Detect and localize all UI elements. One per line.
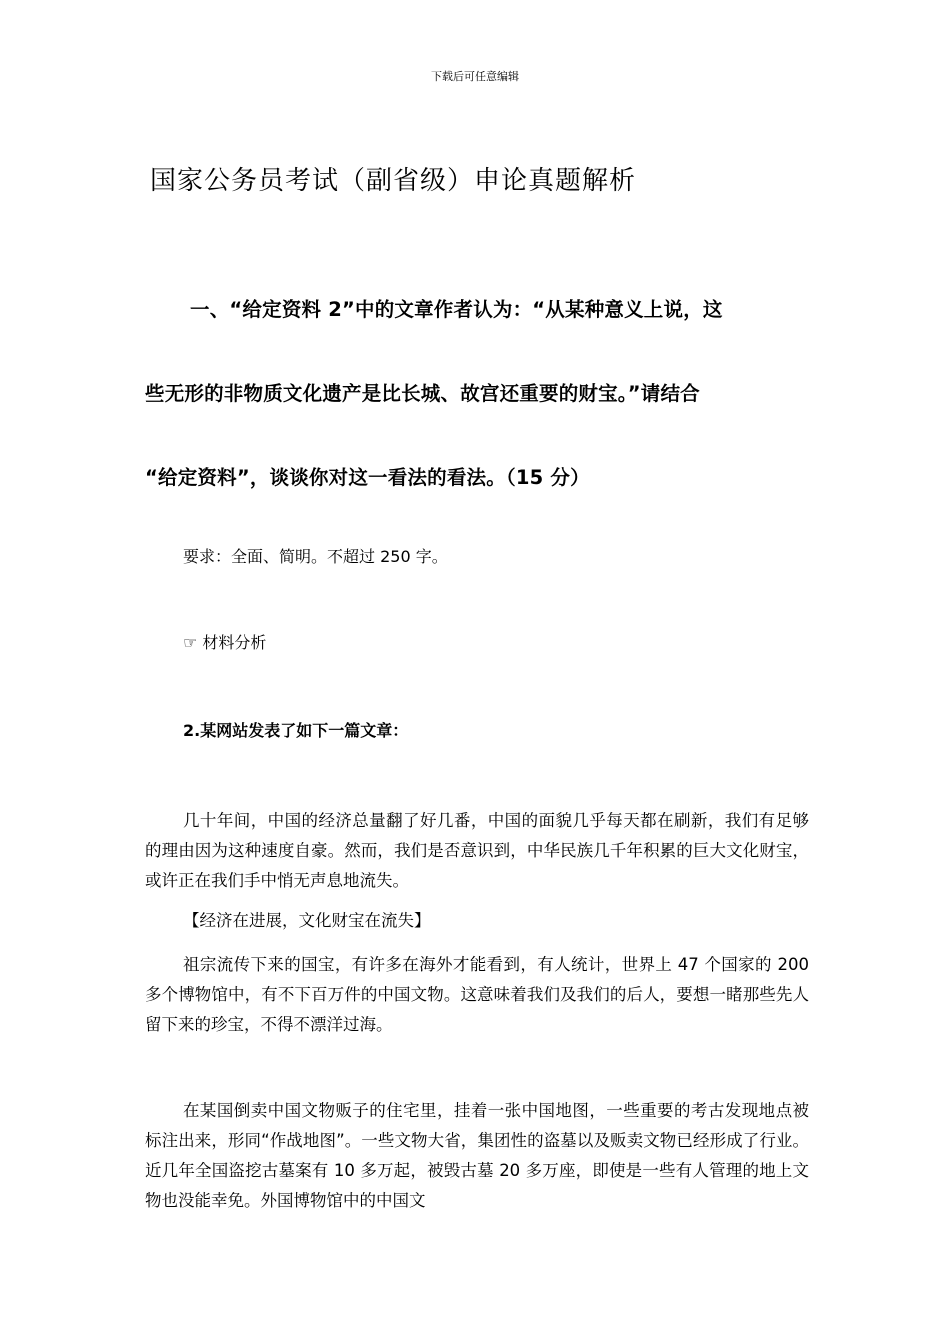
material-analysis-label: ☞ 材料分析 <box>183 633 267 652</box>
paragraph: 祖宗流传下来的国宝，有许多在海外才能看到，有人统计，世界上 47 个国家的 200 多个博物馆中，有不下百万件的中国文物。这意味着我们及我们的后人，要想一睹那些先人留下来的珍宝，不得不漂洋过海。 <box>145 955 809 1034</box>
question-line-3: “给定资料”，谈谈你对这一看法的看法。（15 分） <box>145 466 590 489</box>
requirement-text: 要求：全面、简明。不超过 250 字。 <box>183 547 448 566</box>
question-line-2: 些无形的非物质文化遗产是比长城、故宫还重要的财宝。”请结合 <box>145 382 700 405</box>
question-line-1: 一、“给定资料 2”中的文章作者认为：“从某种意义上说，这 <box>190 298 723 321</box>
header-note: 下载后可任意编辑 <box>431 70 519 83</box>
paragraph: 几十年间，中国的经济总量翻了好几番，中国的面貌几乎每天都在刷新，我们有足够的理由因为这种速度自豪。然而，我们是否意识到，中华民族几千年积累的巨大文化财宝，或许正在我们手中悄无声息地流失。 <box>145 811 809 890</box>
section-subheading: 【经济在进展，文化财宝在流失】 <box>183 911 431 930</box>
paragraph: 在某国倒卖中国文物贩子的住宅里，挂着一张中国地图，一些重要的考古发现地点被标注出来，形同“作战地图”。一些文物大省，集团性的盗墓以及贩卖文物已经形成了行业。近几年全国盗挖古墓案有 10 多万起，被毁古墓 20 多万座，即使是一些有人管理的地上文物也没能幸免。外国博物馆中的中国文 <box>145 1101 809 1210</box>
article-intro: 2.某网站发表了如下一篇文章： <box>183 721 409 740</box>
page-title: 国家公务员考试（副省级）申论真题解析 <box>150 166 637 196</box>
